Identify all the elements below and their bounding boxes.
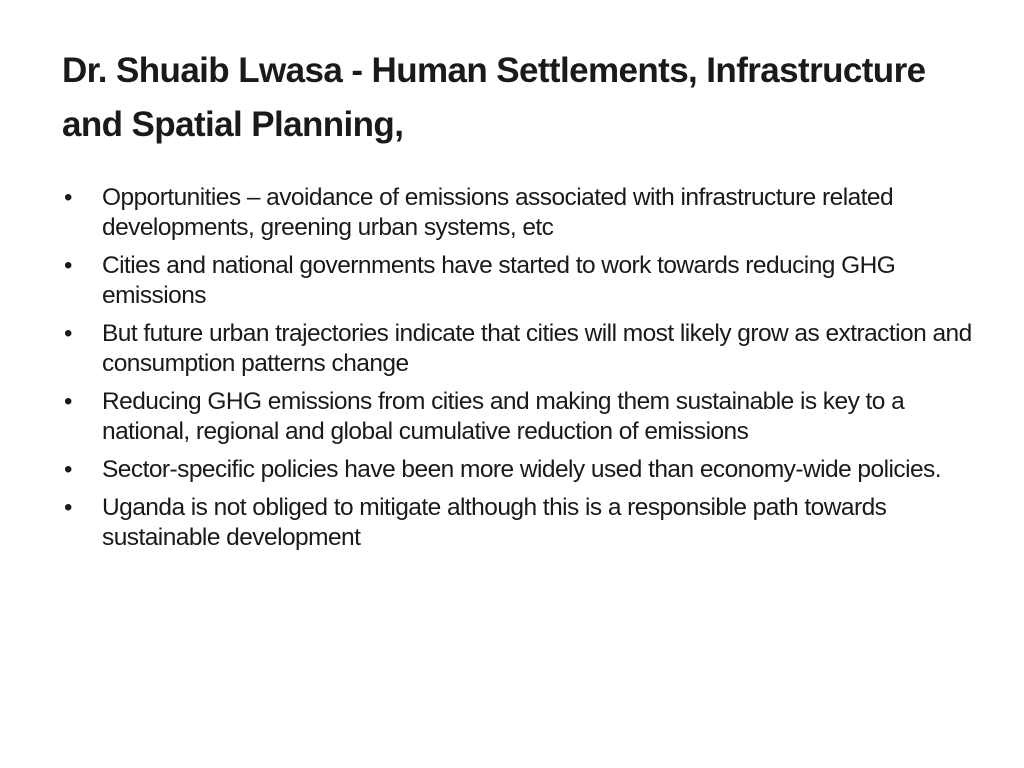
- bullet-item: [62, 251, 972, 311]
- bullet-item: [62, 319, 972, 379]
- bullet-text: Opportunities – avoidance of emissions associated with infrastructure related developments, greening urban systems, etc: [102, 184, 894, 241]
- bullet-text: Reducing GHG emissions from cities and making them sustainable is key to a national, regional and global cumulative reduction of emissions: [102, 388, 905, 445]
- bullet-marker: •: [64, 456, 73, 483]
- bullet-text: Sector-specific policies have been more widely used than economy-wide policies.: [102, 456, 941, 483]
- bullet-item: [62, 455, 972, 485]
- bullet-text: But future urban trajectories indicate that cities will most likely grow as extraction and consumption patterns change: [102, 320, 972, 377]
- bullet-list: [62, 183, 972, 561]
- bullet-marker: •: [64, 184, 73, 211]
- bullet-item: [62, 493, 972, 553]
- bullet-marker: •: [64, 494, 73, 521]
- bullet-marker: •: [64, 320, 73, 347]
- bullet-item: [62, 387, 972, 447]
- bullet-text: Cities and national governments have started to work towards reducing GHG emissions: [102, 252, 896, 309]
- bullet-marker: •: [64, 252, 73, 279]
- bullet-marker: •: [64, 388, 73, 415]
- bullet-item: [62, 183, 972, 243]
- bullet-text: Uganda is not obliged to mitigate although this is a responsible path towards sustainable development: [102, 494, 887, 551]
- slide-title: Dr. Shuaib Lwasa - Human Settlements, Infrastructure and Spatial Planning,: [62, 51, 926, 144]
